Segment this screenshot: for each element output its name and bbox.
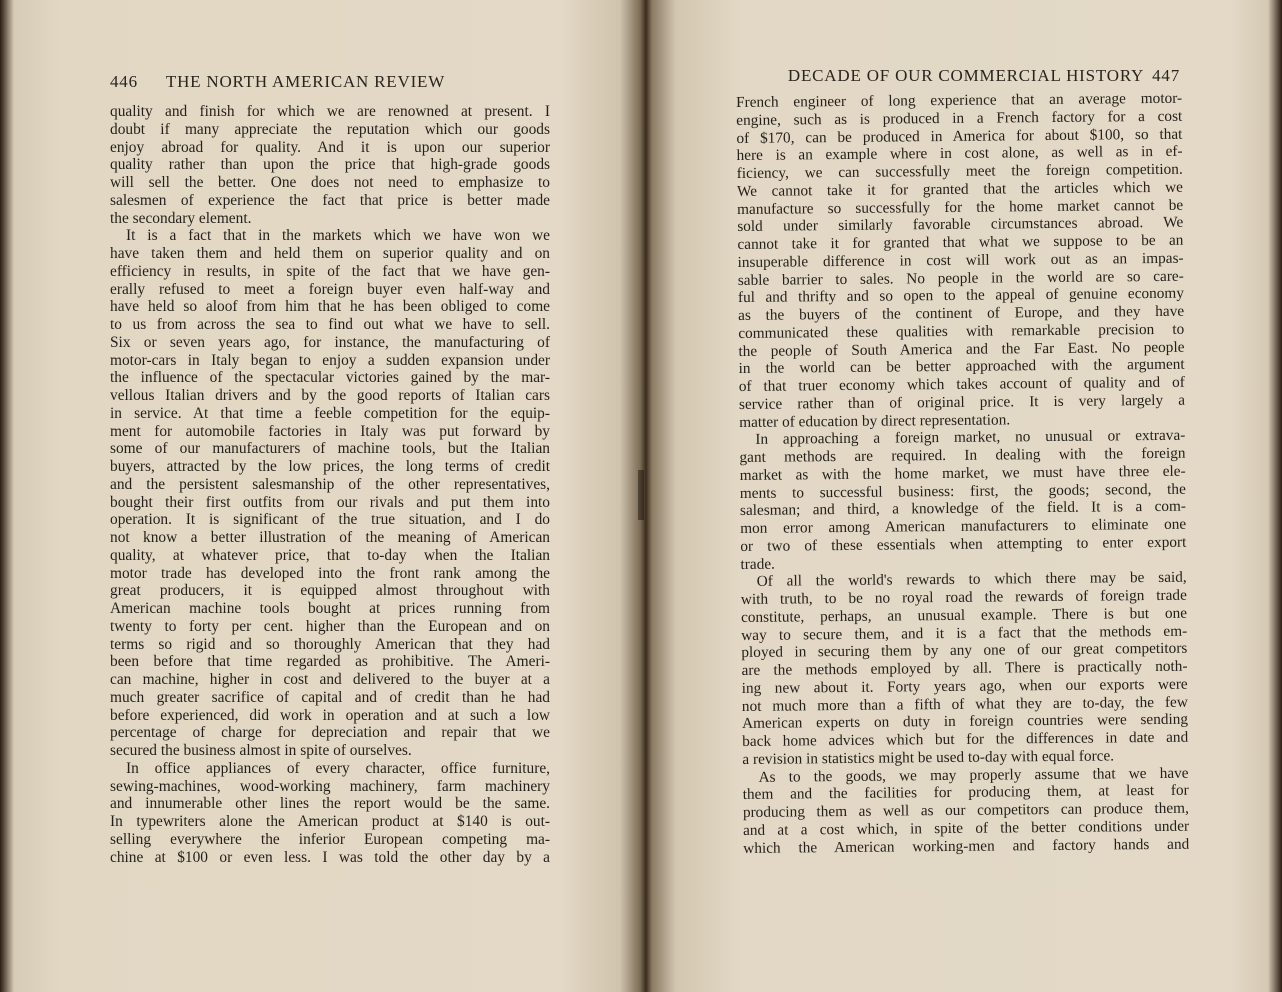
text-line: trade. <box>740 555 775 573</box>
text-line: can machine, higher in cost and delivered to the buyer at a <box>110 671 550 688</box>
text-line: Of all the world's rewards to which there may be said, <box>756 568 1187 591</box>
text-line: not know a better illustration of the meaning of American <box>110 529 550 546</box>
text-line: ment for automobile factories in Italy was put forward by <box>110 422 550 440</box>
text-line: way to secure them, and it is a fact that the methods em- <box>741 622 1188 644</box>
page-number: 446 <box>110 72 138 91</box>
text-line: doubt if many appreciate the reputation which our goods <box>110 120 550 138</box>
text-line: and innumerable other lines the report would be the same. <box>110 795 550 813</box>
text-line: sewing-machines, wood-working machinery, farm machinery <box>110 777 550 795</box>
text-line: market as with the home market, we must have three ele- <box>739 462 1186 484</box>
text-line: American machine tools bought at prices running from <box>110 600 550 617</box>
text-line: percentage of charge for depreciation and repair that we <box>110 724 550 742</box>
text-line: insuperable difference in cost will work out as an impas- <box>737 249 1184 271</box>
text-line: the people of South America and the Far East. No people <box>738 338 1185 360</box>
text-line: efficiency in results, in spite of the fact that we have gen- <box>110 262 550 280</box>
text-line: cannot take it for granted that what we suppose to be an <box>737 231 1184 253</box>
text-line: with truth, to be no royal road the rewards of foreign trade <box>740 586 1187 608</box>
text-line: enjoy abroad for quality. And it is upon our superior <box>110 138 550 156</box>
text-line: communicated these qualities with remarkable precision to <box>738 320 1185 342</box>
text-line: are the methods employed by all. There is practically noth- <box>741 657 1188 679</box>
text-line: and the persistent salesmanship of the other representatives, <box>110 475 550 493</box>
text-line: engine, such as is produced in a French factory for a cost <box>736 107 1183 129</box>
left-page-body <box>110 103 550 866</box>
text-line: motor-cars in Italy began to enjoy a sudden expansion under <box>110 351 550 369</box>
text-line: ing new about it. Forty years ago, when our exports were <box>741 675 1188 697</box>
text-line: in the world can be better approached with the argument <box>738 355 1185 378</box>
text-line: chine at $100 or even less. I was told the other day by a <box>110 848 550 866</box>
text-line: service rather than of original price. It is very largely a <box>738 391 1186 413</box>
text-line: of that truer economy which takes account of quality and of <box>738 373 1185 395</box>
text-line: constitute, perhaps, an unusual example. There is but one <box>740 604 1188 626</box>
right-page-body <box>736 90 1189 857</box>
text-line: not much more than a fifth of what they are to-day, the few <box>741 693 1188 715</box>
text-line: much greater sacrifice of capital and of credit than he had <box>110 688 550 706</box>
text-line: been before that time regarded as prohibitive. The Ameri- <box>110 653 550 671</box>
text-line: selling everywhere the inferior European competing ma- <box>110 830 550 848</box>
text-line: operation. It is significant of the true situation, and I do <box>110 511 550 529</box>
text-line: vellous Italian drivers and by the good reports of Italian cars <box>110 387 550 404</box>
text-line: quality rather than upon the price that high-grade goods <box>110 156 550 174</box>
text-line: great producers, it is equipped almost throughout with <box>110 582 550 600</box>
text-line: quality, at whatever price, that to-day when the Italian <box>110 546 550 564</box>
text-line: mon error among American manufacturers to eliminate one <box>740 515 1187 537</box>
text-line: ployed in securing them by any one of our great competitors <box>741 639 1188 662</box>
running-head: THE NORTH AMERICAN REVIEW <box>165 72 446 91</box>
text-line: them and the facilities for producing them, at least for <box>742 781 1189 804</box>
running-head: DECADE OF OUR COMMERCIAL HISTORY <box>787 66 1145 85</box>
left-page <box>0 0 640 992</box>
text-line: as the buyers of the continent of Europe, and they have <box>738 302 1185 324</box>
text-line: quality and finish for which we are renowned at present. I <box>110 103 550 120</box>
text-line: buyers, attracted by the low prices, the long terms of credit <box>110 458 550 475</box>
text-line: sable barrier to sales. No people in the world are so care- <box>737 267 1184 289</box>
text-line: sold under similarly favorable circumstances abroad. We <box>737 213 1184 236</box>
text-line: ficiency, we can successfully meet the foreign competition. <box>736 160 1183 182</box>
text-line: erally refused to meet a foreign buyer even half-way and <box>110 280 550 298</box>
text-line: terms so rigid and so thoroughly American that they had <box>110 635 550 653</box>
text-line: As to the goods, we may properly assume that we have <box>758 764 1189 786</box>
text-line: or two of these essentials when attempting to enter export <box>740 533 1187 555</box>
text-line: French engineer of long experience that an average motor- <box>736 89 1183 111</box>
text-line: the influence of the spectacular victories gained by the mar- <box>110 369 550 387</box>
left-page-header <box>110 72 550 92</box>
text-line: before experienced, did work in operation and at such a low <box>110 706 550 724</box>
text-line: a revision in statistics might be used to-day with equal force. <box>742 747 1115 768</box>
text-line: twenty to forty per cent. higher than the European and on <box>110 617 550 635</box>
text-line: producing them as well as our competitors can produce them, <box>742 799 1189 821</box>
text-line: American experts on duty in foreign countries were sending <box>741 710 1189 733</box>
right-page-header <box>760 66 1180 86</box>
text-line: and at a cost which, in spite of the better conditions under <box>742 817 1190 839</box>
text-line: the secondary element. <box>110 209 252 227</box>
text-line: gant methods are required. In dealing with the foreign <box>739 444 1186 466</box>
text-line: Six or seven years ago, for instance, the manufacturing of <box>110 333 550 351</box>
text-line: bought their first outfits from our rivals and put them into <box>110 493 550 511</box>
text-line: salesman; and third, a knowledge of the field. It is a com- <box>739 497 1187 520</box>
text-line: have taken them and held them on superior quality and on <box>110 245 550 262</box>
text-line: back home advices which but for the differences in date and <box>742 728 1189 750</box>
text-line: matter of education by direct representation. <box>739 410 1011 431</box>
text-line: In typewriters alone the American product at $140 is out- <box>110 813 550 830</box>
text-line: some of our manufacturers of machine tools, but the Italian <box>110 440 550 458</box>
page-number: 447 <box>1152 66 1180 85</box>
text-line: ful and thrifty and so open to the appeal of genuine economy <box>737 284 1185 307</box>
text-line: salesmen of experience the fact that price is better made <box>110 191 550 209</box>
text-line: In approaching a foreign market, no unusual or extrava- <box>755 426 1186 449</box>
text-line: We cannot take it for granted that the articles which we <box>736 178 1183 200</box>
text-line: manufacture so successfully for the home market cannot be <box>737 196 1184 218</box>
text-line: here is an example where in cost alone, as well as in ef- <box>736 142 1183 165</box>
text-line: secured the business almost in spite of ourselves. <box>110 742 412 759</box>
text-line: ments to successful business: first, the goods; second, the <box>739 480 1186 502</box>
right-page <box>646 0 1282 992</box>
text-line: which the American working-men and factory hands and <box>743 835 1190 857</box>
text-line: in service. At that time a feeble competition for the equip- <box>110 404 550 422</box>
text-line: motor trade has developed into the front rank among the <box>110 564 550 582</box>
text-line: will sell the better. One does not need to emphasize to <box>110 174 550 191</box>
text-line: It is a fact that in the markets which we have won we <box>126 227 550 245</box>
text-line: In office appliances of every character, office furniture, <box>126 759 550 777</box>
text-line: of $170, can be produced in America for about $100, so that <box>736 125 1183 147</box>
text-line: have held so aloof from him that he has been obliged to come <box>110 298 550 316</box>
text-line: to us from across the sea to find out what we have to sell. <box>110 316 550 333</box>
